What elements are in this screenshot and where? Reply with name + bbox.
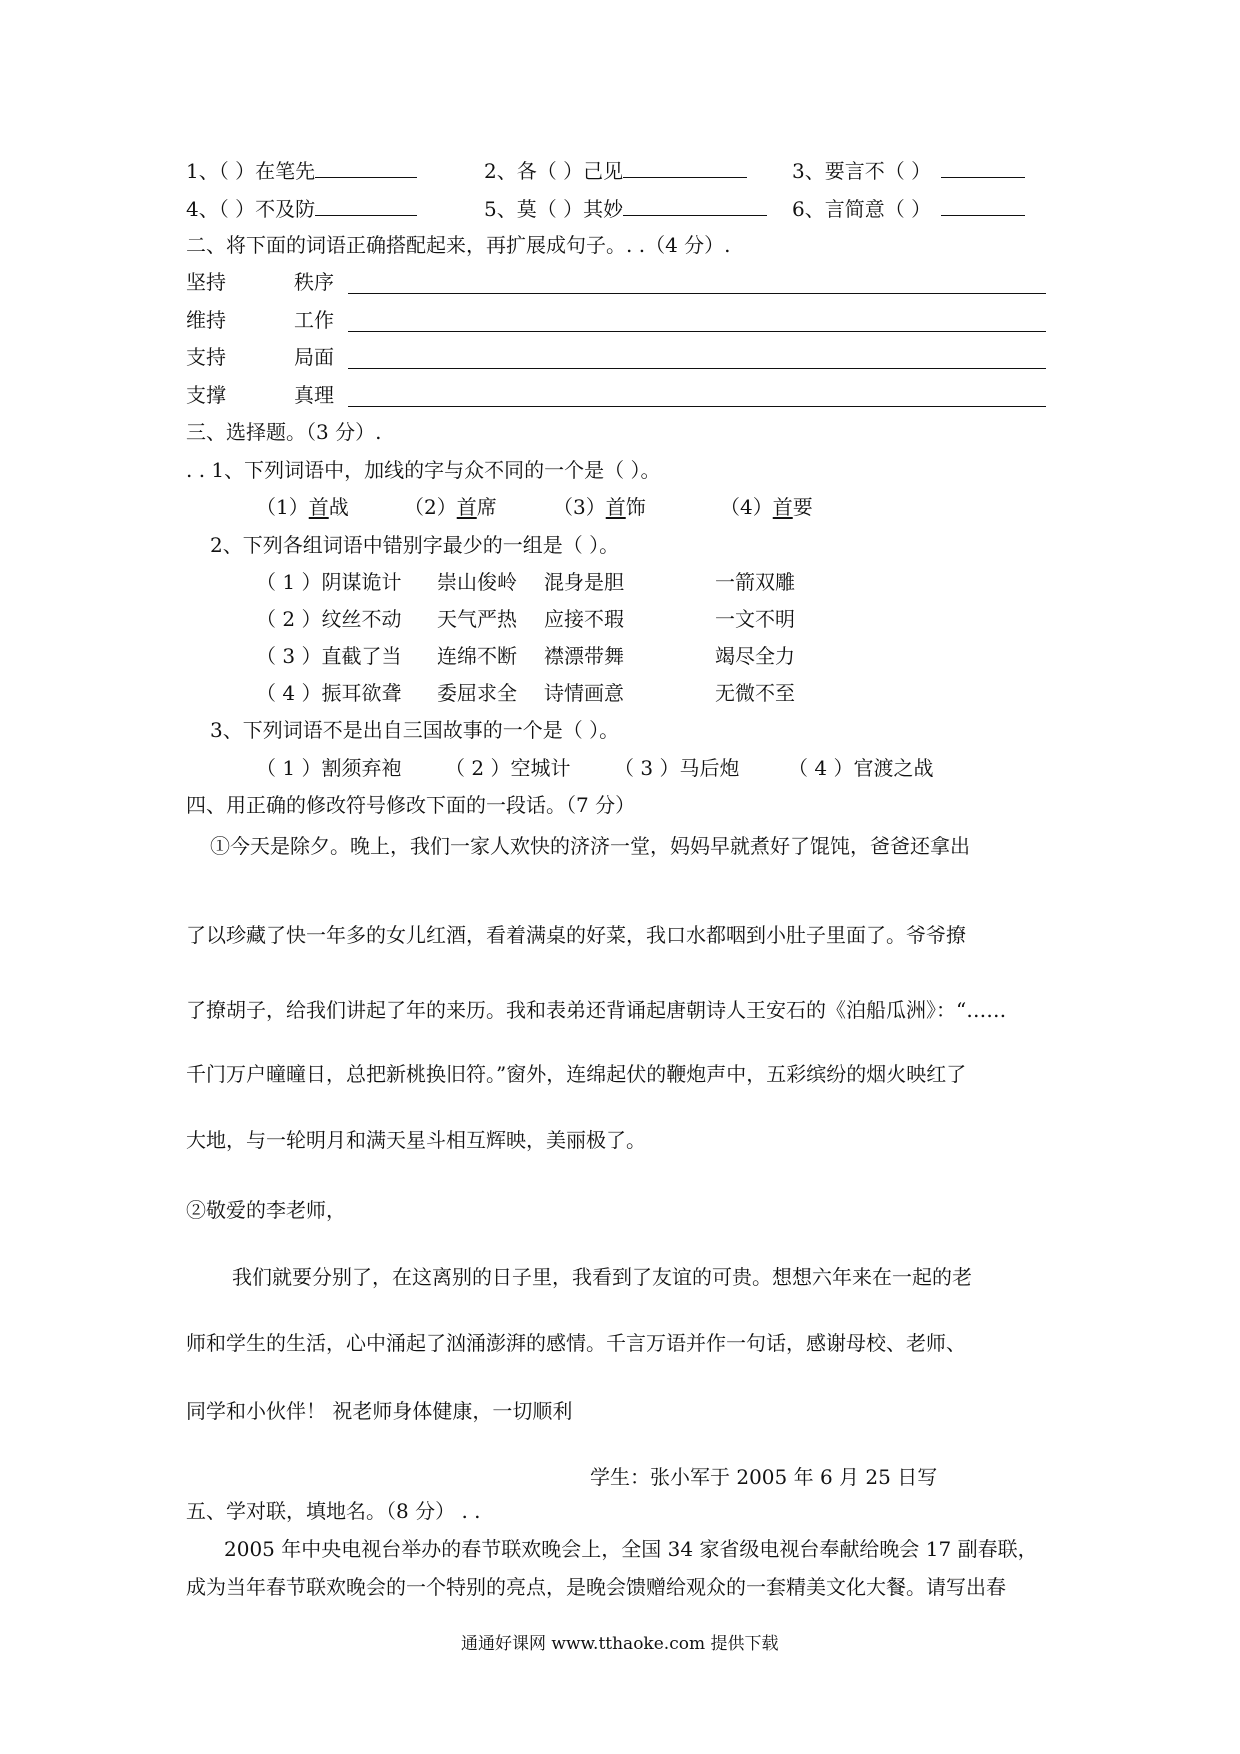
- section-2-heading: 二、将下面的词语正确搭配起来，再扩展成句子。. .（4 分）.: [186, 233, 731, 257]
- sentence-line[interactable]: [348, 293, 1046, 294]
- pair-right: 秩序: [294, 270, 334, 294]
- q2-word: 无微不至: [715, 681, 795, 705]
- q2-word: 一文不明: [715, 607, 795, 631]
- q1-option-4[interactable]: （4）首要: [720, 495, 813, 519]
- paragraph-line: 大地，与一轮明月和满天星斗相互辉映，美丽极了。: [186, 1128, 646, 1152]
- section-5-heading: 五、学对联，填地名。（8 分） . .: [186, 1499, 481, 1523]
- q2-word: 委屈求全: [437, 681, 517, 705]
- sentence-line[interactable]: [348, 406, 1046, 407]
- answer-blank[interactable]: [623, 197, 767, 216]
- pair-right: 工作: [294, 308, 334, 332]
- q3-option-2[interactable]: （ 2 ）空城计: [445, 756, 571, 780]
- sentence-line[interactable]: [348, 368, 1046, 369]
- q1-option-2[interactable]: （2）首席: [404, 495, 497, 519]
- pair-left: 支持: [186, 345, 226, 369]
- answer-blank[interactable]: [315, 159, 417, 178]
- pair-left: 维持: [186, 308, 226, 332]
- section-3-heading: 三、选择题。（3 分）.: [186, 420, 382, 444]
- q2-word: 诗情画意: [544, 681, 624, 705]
- footer-watermark: 通通好课网 www.tthaoke.com 提供下载: [461, 1634, 779, 1654]
- section-4-heading: 四、用正确的修改符号修改下面的一段话。（7 分）: [186, 793, 636, 817]
- idiom-3: 3、要言不（ ）: [792, 159, 1025, 181]
- q2-word: 襟漂带舞: [544, 644, 624, 668]
- paragraph-line: 2005 年中央电视台举办的春节联欢晚会上，全国 34 家省级电视台奉献给晚会 17 副春联，: [224, 1537, 1038, 1561]
- idiom-6: 6、言简意（ ）: [792, 197, 1025, 219]
- paragraph-line: 成为当年春节联欢晚会的一个特别的亮点，是晚会馈赠给观众的一套精美文化大餐。请写出春: [186, 1575, 1006, 1599]
- question-2-stem: 2、下列各组词语中错别字最少的一组是（ ）。: [210, 533, 620, 557]
- q1-option-3[interactable]: （3）首饰: [553, 495, 646, 519]
- pair-left: 坚持: [186, 270, 226, 294]
- q2-word: 应接不瑕: [544, 607, 624, 631]
- sentence-line[interactable]: [348, 331, 1046, 332]
- pair-right: 局面: [294, 345, 334, 369]
- question-3-stem: 3、下列词语不是出自三国故事的一个是（ ）。: [210, 718, 620, 742]
- answer-blank[interactable]: [941, 197, 1025, 216]
- idiom-4: 4、（ ）不及防: [186, 197, 417, 219]
- q2-option-1[interactable]: （ 1 ）阴谋诡计: [256, 570, 402, 594]
- answer-blank[interactable]: [941, 159, 1025, 178]
- q2-option-4[interactable]: （ 4 ）振耳欲聋: [256, 681, 402, 705]
- q3-option-4[interactable]: （ 4 ）官渡之战: [788, 756, 934, 780]
- idiom-1: 1、（ ）在笔先: [186, 159, 417, 181]
- q2-word: 一箭双雕: [715, 570, 795, 594]
- paragraph-line: 了撩胡子，给我们讲起了年的来历。我和表弟还背诵起唐朝诗人王安石的《泊船瓜洲》：“……: [186, 998, 1007, 1022]
- q2-option-2[interactable]: （ 2 ）纹丝不动: [256, 607, 402, 631]
- q2-word: 混身是胆: [544, 570, 624, 594]
- pair-right: 真理: [294, 383, 334, 407]
- answer-blank[interactable]: [315, 197, 417, 216]
- q2-word: 天气严热: [437, 607, 517, 631]
- paragraph-line: ①今天是除夕。晚上，我们一家人欢快的济济一堂，妈妈早就煮好了馄饨，爸爸还拿出: [210, 834, 970, 858]
- paragraph-line: 了以珍藏了快一年多的女儿红酒，看着满桌的好菜，我口水都咽到小肚子里面了。爷爷撩: [186, 923, 966, 947]
- question-1-stem: . . 1、下列词语中，加线的字与众不同的一个是（ ）。: [186, 458, 661, 482]
- letter-line: 师和学生的生活，心中涌起了汹涌澎湃的感情。千言万语并作一句话，感谢母校、老师、: [186, 1331, 966, 1355]
- q1-option-1[interactable]: （1）首战: [256, 495, 349, 519]
- q3-option-3[interactable]: （ 3 ）马后炮: [614, 756, 740, 780]
- letter-line: 我们就要分别了，在这离别的日子里，我看到了友谊的可贵。想想六年来在一起的老: [232, 1265, 972, 1289]
- q2-word: 崇山俊岭: [437, 570, 517, 594]
- q3-option-1[interactable]: （ 1 ）割须弃袍: [256, 756, 402, 780]
- idiom-2: 2、各（ ）己见: [484, 159, 747, 181]
- letter-signature: 学生：张小军于 2005 年 6 月 25 日写: [590, 1465, 938, 1489]
- letter-greeting: ②敬爱的李老师，: [186, 1198, 346, 1222]
- answer-blank[interactable]: [623, 159, 747, 178]
- q2-word: 竭尽全力: [715, 644, 795, 668]
- q2-word: 连绵不断: [437, 644, 517, 668]
- idiom-5: 5、莫（ ）其妙: [484, 197, 767, 219]
- letter-line: 同学和小伙伴！ 祝老师身体健康，一切顺利: [186, 1399, 573, 1423]
- pair-left: 支撑: [186, 383, 226, 407]
- q2-option-3[interactable]: （ 3 ）直截了当: [256, 644, 402, 668]
- paragraph-line: 千门万户曈曈日，总把新桃换旧符。”窗外，连绵起伏的鞭炮声中，五彩缤纷的烟火映红了: [186, 1062, 967, 1086]
